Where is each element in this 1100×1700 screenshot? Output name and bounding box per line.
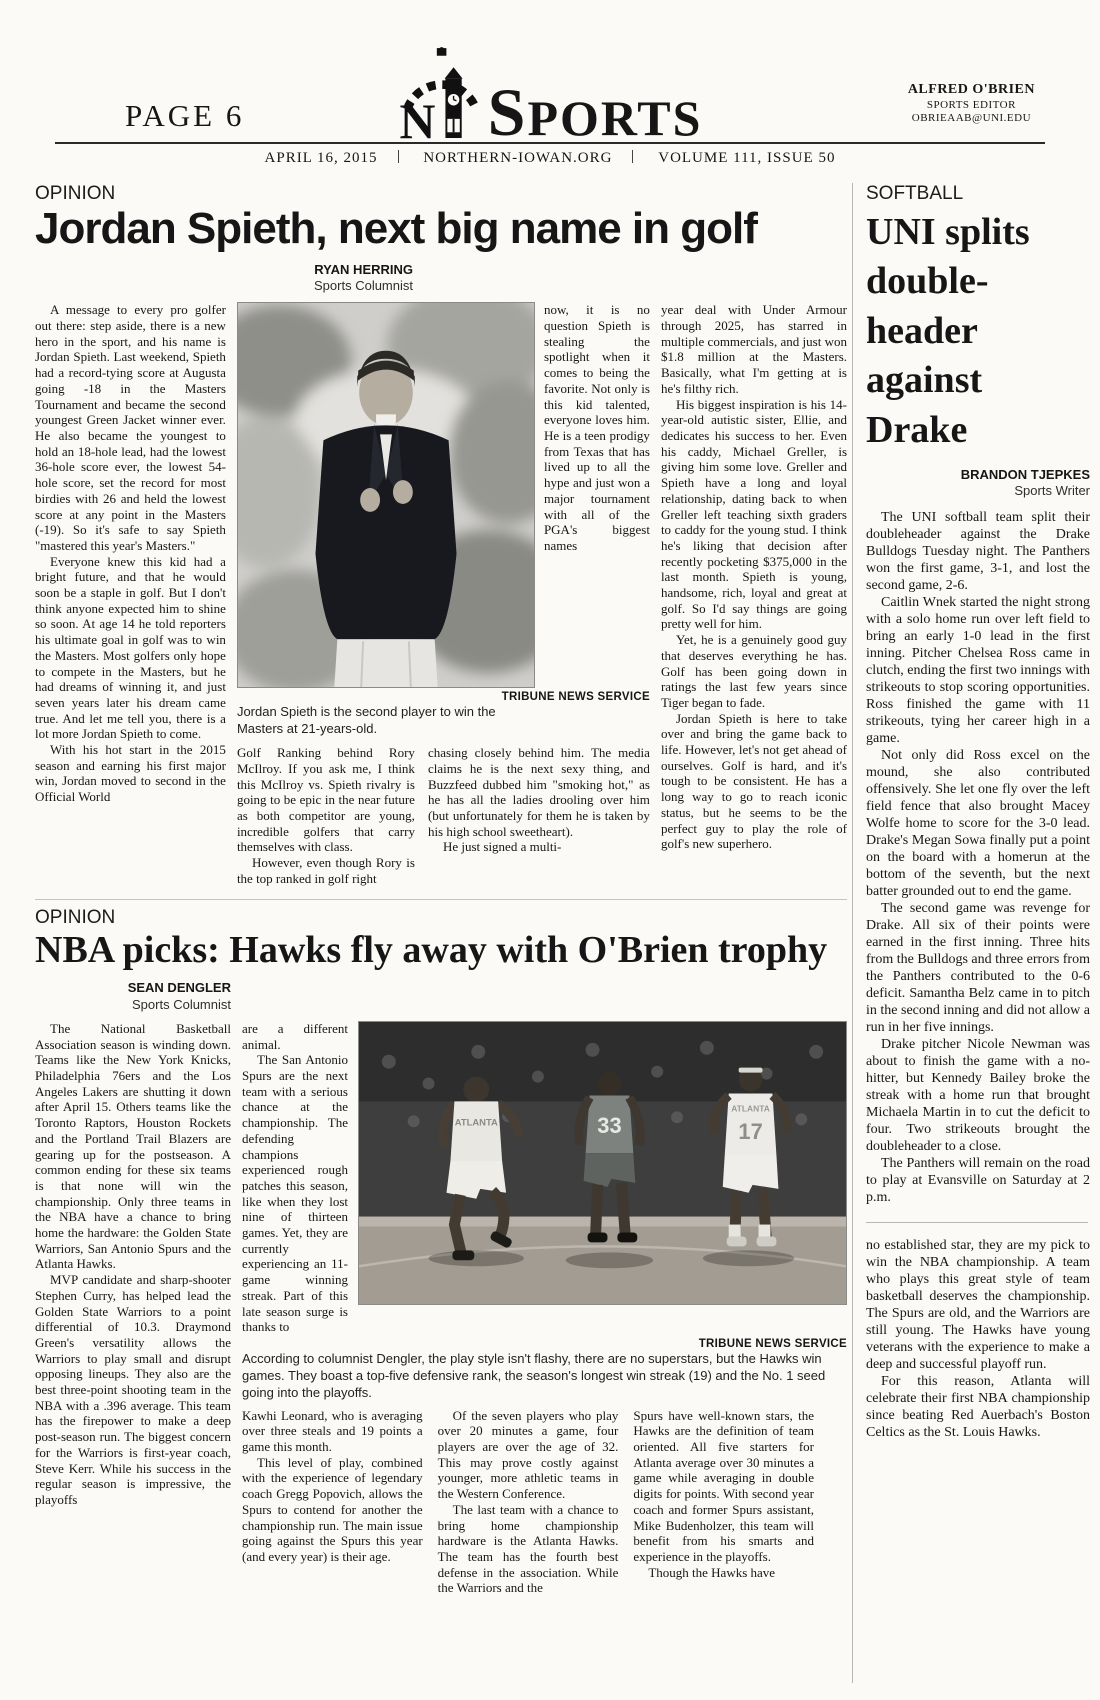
nba-column-1 [35,1021,231,1596]
nba-rail-continuation [866,1237,1090,1441]
body-paragraph: Caitlin Wnek started the night strong with a solo home run over left field to bring an early 1-0 lead in the first inning. Pitcher Chelsea Ross came in clutch, ending the first two innings with strikeouts to stop scoring opportunities. Ross finished the game with 11 strikeouts, tying her career high in a game. [866,595,1090,747]
golf-photo-illustration [238,303,534,687]
nba-article-body [35,1021,847,1596]
nba-headline: NBA picks: Hawks fly away with O'Brien trophy [35,929,828,972]
nba-narrow-column [242,1021,348,1335]
body-paragraph: With his hot start in the 2015 season and earning his first major win, Jordan moved to second in the Official World [35,742,226,805]
body-paragraph: The Panthers will remain on the road to play at Evansville on Saturday at 2 p.m. [866,1156,1090,1206]
nba-lower-columns [242,1408,814,1596]
body-paragraph: The San Antonio Spurs are the next team with a serious chance at the championship. The defending champions experienced rough patches this season, like when they lost nine of thirteen games. Yet, they are currently experiencing an 11-game winning streak. Part of this late season surge is thanks to [242,1052,348,1335]
body-paragraph: Not only did Ross excel on the mound, she also contributed offensively. She let one fly over the left field fence that also brought Macey Wolfe home to score for the 3-0 lead. Drake's Megan Sowa finally put a point on the board with a homerun at the bottom of the seventh, but the next batter grounded out to end the game. [866,748,1090,900]
dateline [0,150,1100,167]
article-uni-softball [866,183,1090,1206]
golf-lower-left-column [237,745,415,886]
byline-name: SEAN DENGLER [127,980,231,996]
golf-lower-columns [237,745,650,886]
body-paragraph: Spurs have well-known stars, the Hawks are the definition of team oriented. All five starters for Atlanta average over 30 minutes a game while averaging in double digits for points. With second year coach and former Spurs assistant, Mike Budenholzer, this team will benefit from his smarts and experience in the playoffs. [633,1407,815,1564]
body-paragraph: Golf Ranking behind Rory McIlroy. If you ask me, I think this McIlroy vs. Spieth rivalry is going to be epic in the near future as both competitor are young, incredible golfers that carry themselves with class. [236,745,415,855]
dateline-separator [632,150,633,163]
golf-article-body [35,302,847,886]
golf-photo-caption: Jordan Spieth is the second player to win the Masters at 21-years-old. [236,704,496,737]
softball-byline [866,467,1090,500]
nba-photo-illustration [359,1022,846,1304]
golf-column-4 [661,302,847,886]
body-paragraph: His biggest inspiration is his 14-year-old autistic sister, Ellie, and dedicates his success to her. Even his caddy, Michael Greller, is giving him some love. Greller and Spieth have a long and loyal relationship, dating back to when Greller left teaching sixth graders to caddy for the young stud. I think he's liking that decision after recently pocketing $375,000 in the last month. Spieth is young, handsome, rich, loyal and great at golf. So I'd say things are going pretty well for him. [660,396,847,632]
nba-middle-block [242,1021,847,1596]
byline-role: Sports Columnist [132,996,231,1012]
nba-photo-credit: TRIBUNE NEWS SERVICE [698,1337,847,1350]
article-nba-picks [35,899,847,1596]
body-paragraph: Everyone knew this kid had a bright future, and that he would soon be a staple in golf. But I don't think anyone expected him to shine so soon. At age 14 he told reporters his ultimate goal in golf was to win the Masters. Most golfers only hope to compete in the Masters, but he had dreams of winning it, and just seven years later his dream came true. And let me tell you, there is a lot more Jordan Spieth to come. [35,553,226,742]
golf-photo [237,302,535,688]
nba-photo-caption: According to columnist Dengler, the play style isn't flashy, there are no superstars, but the Hawks win games. They boast a top-five defensive rank, the season's longest win streak (19) and the No. 1 seed going into the playoffs. [242,1350,826,1400]
ni-campanile-logo-icon [398,46,486,142]
body-paragraph: Yet, he is a genuinely good guy that deserves everything he has. Golf has been going down in ratings the last few years since Tiger began to fade. [660,632,847,710]
right-rail [852,183,1090,1683]
body-paragraph: The UNI softball team split their doubleheader against the Drake Bulldogs Tuesday night. The Panthers won the first game, 3-1, and lost the second game, 2-6. [866,510,1090,594]
nba-byline [35,980,231,1013]
golf-narrow-column [544,302,650,688]
body-paragraph: This level of play, combined with the experience of legendary coach Gregg Popovich, allows the Spurs to contend for another the championship run. The main issue going against the Spurs this year (and every year) is their age. [242,1454,423,1564]
nba-lower-column-c [633,1408,814,1596]
main-column-area [35,183,847,1596]
byline-name: BRANDON TJEPKES [960,466,1090,482]
golf-photo-credit: TRIBUNE NEWS SERVICE [501,691,650,704]
section-title [487,74,703,151]
article-jordan-spieth [35,183,847,886]
section-title-rest: PORTS [527,90,703,147]
body-paragraph: Kawhi Leonard, who is averaging over three steals and 19 points a game this month. [242,1407,423,1455]
svg-text:N: N [399,94,436,142]
kicker-softball: SOFTBALL [866,183,964,204]
editor-role: SPORTS EDITOR [926,98,1016,111]
softball-headline: UNI splits double-header against Drake [866,211,1030,451]
nba-lower-column-a [242,1408,423,1596]
dateline-date: APRIL 16, 2015 [264,150,378,166]
body-paragraph: The second game was revenge for Drake. All six of their points were earned in the first inning. Three hits from the Bulldogs and three errors from the Panthers contributed to the 0-6 deficit. Samantha Belz came in to pitch in the second inning and did not allow a run in her five innings. [866,901,1090,1036]
editor-name: ALFRED O'BRIEN [907,82,1035,97]
body-paragraph: Though the Hawks have [648,1564,776,1580]
svg-text:17: 17 [738,1119,763,1145]
masthead [55,16,1045,151]
editor-email: OBRIEAAB@UNI.EDU [911,112,1032,125]
body-paragraph: MVP candidate and sharp-shooter Stephen Curry, has helped lead the Golden State Warriors to a point differential of 10.3. Draymond Green's versatility allows the Warriors to play small and disrupt opposing lineups. They also are the best three-point shooting team in the NBA with a .396 average. This team has the firepower to make a deep post-season run. The biggest concern for the Warriors is first-year coach, Steve Kerr. While his success in the regular season is impressive, the playoffs [35,1272,231,1507]
editor-block [908,81,1035,126]
body-paragraph: However, even though Rory is the top ranked in golf right [236,855,415,886]
section-brand [398,46,703,151]
svg-text:ATLANTA: ATLANTA [454,1116,498,1128]
dateline-issue: VOLUME 111, ISSUE 50 [658,150,836,166]
golf-column-1 [35,302,226,886]
body-paragraph: chasing closely behind him. The media claims he is the next sexy thing, and Buzzfeed dubbed him "smoking hot," as he has all the ladies drooling over him (but unfortunately for them he is taken by his high school sweetheart). [427,745,650,839]
body-paragraph: now, it is no question Spieth is stealing the spotlight when it comes to being the favorite. Not only is this kid talented, everyone loves him. He is a teen prodigy from Texas that has lived up to all the hype and just won a major tournament with all of the PGA's biggest names [543,302,650,553]
body-paragraph: Jordan Spieth is here to take over and bring the game back to life. However, let's not get ahead of ourselves. Golf is hard, and it's tough to be consistent. He has a long way to go to reach iconic status, but he seems to be the perfect guy to play the role of golf's new superhero. [660,710,847,852]
svg-text:33: 33 [597,1113,622,1139]
byline-role: Sports Writer [1014,483,1090,499]
body-paragraph: Drake pitcher Nicole Newman was about to finish the game with a no-hitter, but Kennedy Bailey broke the streak with a home run that brought Michaela Martin in to cut the deficit to four. Two strikeouts brought the doubleheader to a close. [866,1037,1090,1155]
dateline-site: NORTHERN-IOWAN.ORG [423,150,613,166]
body-paragraph: no established star, they are my pick to win the NBA championship. A team who plays this great style of team basketball deserves the championship. The Spurs are old, and the Warriors are still young. The Hawks have young veterans with the experience to make a deep and successful playoff run. [866,1238,1090,1373]
golf-middle-block [237,302,650,886]
golf-photo-row [237,302,650,688]
body-paragraph: year deal with Under Armour through 2025, has starred in multiple commercials, and just won $1.8 million at the Masters. Basically, what I'm getting at is he's filthy rich. [660,302,847,396]
section-title-initial: S [487,74,528,151]
body-paragraph: Of the seven players who play over 20 minutes a game, four players are over the age of 32. This may prove costly against younger, more athletic teams in the Western Conference. [437,1407,619,1502]
body-paragraph: The last team with a chance to bring home championship hardware is the Atlanta Hawks. The team has the fourth best defense in the association. While the Warriors and the [437,1501,619,1596]
byline-name: RYAN HERRING [314,261,413,277]
body-paragraph: are a different animal. [242,1020,348,1052]
kicker-opinion: OPINION [35,907,116,929]
nba-photo-row [242,1021,847,1335]
nba-lower-column-b [438,1408,619,1596]
nba-photo [358,1021,847,1305]
page-number: PAGE 6 [125,98,245,133]
svg-text:ATLANTA: ATLANTA [731,1103,770,1114]
body-paragraph: The National Basketball Association season is winding down. Teams like the New York Knicks, Philadelphia 76ers and the Los Angeles Lakers are shutting it down after April 15. Others teams like the Toronto Raptors, Houston Rockets and the Portland Trail Blazers are gearing up for the postseason. A common ending for these six teams is that none will win the championship. Only three teams in the NBA have a chance to bring home the hardware: the Golden State Warriors, San Antonio Spurs and the Atlanta Hawks. [35,1020,231,1272]
body-paragraph: A message to every pro golfer out there: step aside, there is a new hero in the sport, and his name is Jordan Spieth. Last weekend, Spieth had a record-tying score at Augusta going -18 in the Masters Tournament and became the second youngest Green Jacket winner ever. He also became the youngest to hold an 18-hole lead, had the lowest 36-hole score ever, the lowest 54-hole score, set the record for most birdies with 26 and held the lowest score at any point in the Masters (-19). So it's safe to say Spieth "mastered this year's Masters." [35,302,226,553]
body-paragraph: He just signed a multi- [442,839,562,855]
golf-lower-right-column [428,745,650,886]
body-paragraph: For this reason, Atlanta will celebrate their first NBA championship since beating Red Auerbach's Boston Celtics as the St. Louis Hawks. [866,1374,1090,1441]
golf-headline: Jordan Spieth, next big name in golf [35,204,757,253]
rail-divider [866,1222,1088,1223]
golf-byline [35,262,413,295]
dateline-separator [398,150,399,163]
byline-role: Sports Columnist [314,278,413,294]
kicker-opinion: OPINION [35,183,116,204]
